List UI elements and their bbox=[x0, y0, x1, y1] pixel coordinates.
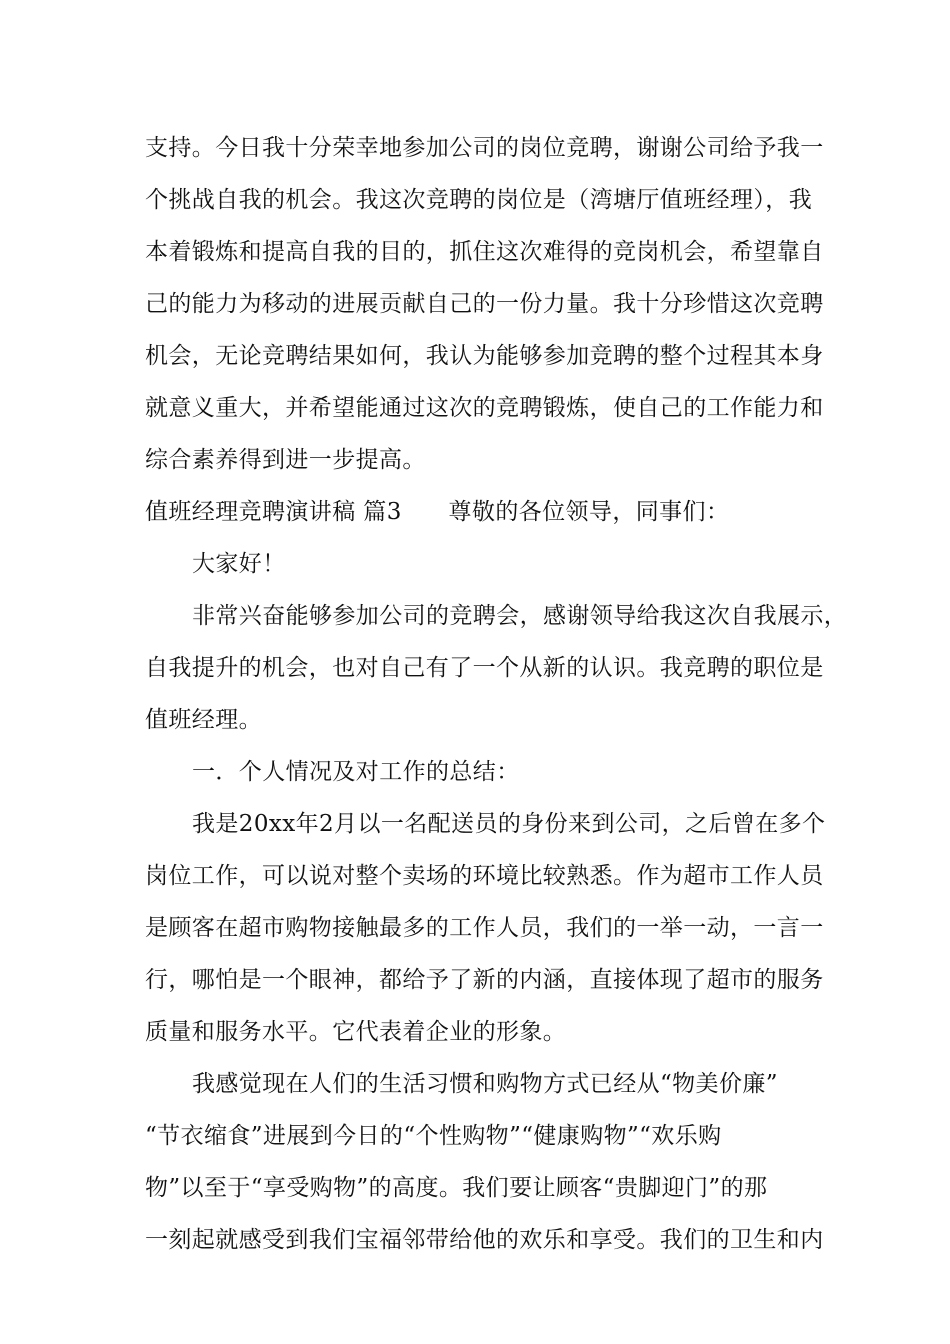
body-text-line: 本着锻炼和提高自我的目的，抓住这次难得的竞岗机会，希望靠自 bbox=[145, 239, 824, 265]
body-text-line: 物”以至于“享受购物”的高度。我们要让顾客“贵脚迎门”的那 bbox=[145, 1175, 768, 1201]
body-text-line: “节衣缩食”进展到今日的“个性购物”“健康购物”“欢乐购 bbox=[145, 1123, 722, 1149]
body-text-line: 值班经理。 bbox=[145, 707, 262, 733]
body-text-line: 支持。今日我十分荣幸地参加公司的岗位竞聘，谢谢公司给予我一 bbox=[145, 135, 824, 161]
body-text-line: 己的能力为移动的进展贡献自己的一份力量。我十分珍惜这次竞聘 bbox=[145, 291, 824, 317]
section-heading: 值班经理竞聘演讲稿 篇3 尊敬的各位领导，同事们： bbox=[145, 499, 730, 525]
body-text-line: 一刻起就感受到我们宝福邻带给他的欢乐和享受。我们的卫生和内 bbox=[145, 1227, 824, 1253]
paragraph-first-line: 非常兴奋能够参加公司的竞聘会，感谢领导给我这次自我展示， bbox=[192, 603, 848, 629]
paragraph-first-line: 我感觉现在人们的生活习惯和购物方式已经从“物美价廉” bbox=[192, 1071, 778, 1097]
body-text-line: 综合素养得到进一步提高。 bbox=[145, 447, 426, 473]
body-text-line: 自我提升的机会，也对自己有了一个从新的认识。我竞聘的职位是 bbox=[145, 655, 824, 681]
subheading: 一．个人情况及对工作的总结： bbox=[192, 759, 520, 785]
body-text-line: 就意义重大，并希望能通过这次的竞聘锻炼，使自己的工作能力和 bbox=[145, 395, 824, 421]
body-text-line: 机会，无论竞聘结果如何，我认为能够参加竞聘的整个过程其本身 bbox=[145, 343, 824, 369]
body-text-line: 岗位工作，可以说对整个卖场的环境比较熟悉。作为超市工作人员 bbox=[145, 863, 824, 889]
body-text-line: 行，哪怕是一个眼神，都给予了新的内涵，直接体现了超市的服务 bbox=[145, 967, 824, 993]
body-text-line: 质量和服务水平。它代表着企业的形象。 bbox=[145, 1019, 567, 1045]
greeting-line: 大家好！ bbox=[192, 551, 286, 577]
body-text-line: 个挑战自我的机会。我这次竞聘的岗位是（湾塘厅值班经理），我 bbox=[145, 187, 813, 213]
paragraph-first-line: 我是20xx年2月以一名配送员的身份来到公司，之后曾在多个 bbox=[192, 811, 826, 837]
body-text-line: 是顾客在超市购物接触最多的工作人员，我们的一举一动，一言一 bbox=[145, 915, 824, 941]
